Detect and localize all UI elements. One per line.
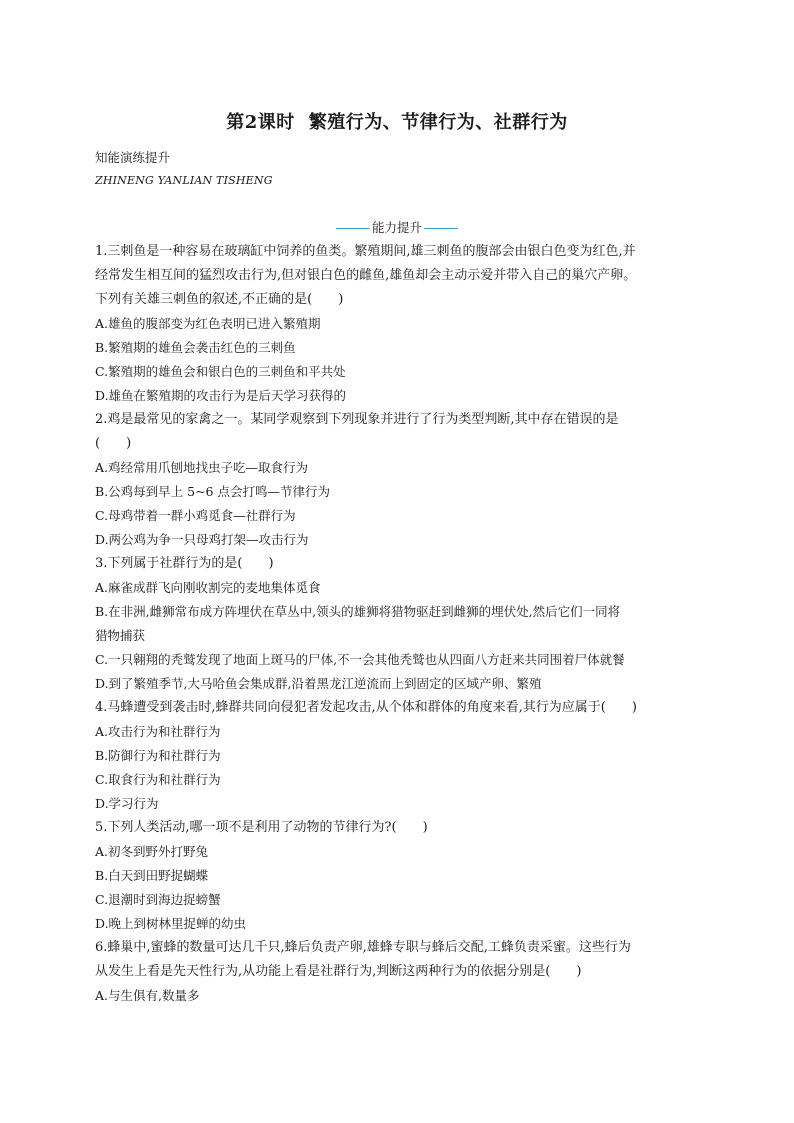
option-line: C.繁殖期的雄鱼会和银白色的三刺鱼和平共处	[95, 364, 346, 379]
text-line: 1.三刺鱼是一种容易在玻璃缸中饲养的鱼类。繁殖期间,雄三刺鱼的腹部会由银白色变为红色,并	[95, 244, 636, 259]
option-line: C.取食行为和社群行为	[95, 772, 221, 787]
text-line: 2.鸡是最常见的家禽之一。某同学观察到下列现象并进行了行为类型判断,其中存在错误的是	[95, 412, 619, 427]
text-line: ( )	[95, 436, 132, 451]
section-rule-left	[336, 228, 370, 229]
option-line: A.初冬到野外打野兔	[95, 844, 209, 859]
option-line: 猎物捕获	[95, 628, 146, 643]
option-line: B.公鸡每到早上 5~6 点会打鸣—节律行为	[95, 484, 330, 499]
option-line: D.到了繁殖季节,大马哈鱼会集成群,沿着黑龙江逆流而上到固定的区域产卵、繁殖	[95, 676, 542, 691]
option-line: A.鸡经常用爪刨地找虫子吃—取食行为	[95, 460, 309, 475]
subtitle-chinese: 知能演练提升	[95, 150, 171, 165]
option-line: C.一只翱翔的秃鹫发现了地面上斑马的尸体,不一会其他秃鹫也从四面八方赶来共同围着尸体就餐	[95, 652, 625, 667]
option-line: B.繁殖期的雄鱼会袭击红色的三刺鱼	[95, 340, 296, 355]
option-line: D.两公鸡为争一只母鸡打架—攻击行为	[95, 532, 309, 547]
section-heading	[0, 218, 794, 236]
page-title	[0, 108, 794, 134]
text-line: 从发生上看是先天性行为,从功能上看是社群行为,判断这两种行为的依据分别是( )	[95, 964, 582, 979]
text-line: 下列有关雄三刺鱼的叙述,不正确的是( )	[95, 292, 344, 307]
option-line: C.母鸡带着一群小鸡觅食—社群行为	[95, 508, 296, 523]
text-line: 经常发生相互间的猛烈攻击行为,但对银白色的雌鱼,雄鱼却会主动示爱并带入自己的巢穴产卵。	[95, 268, 637, 283]
text-line: 3.下列属于社群行为的是( )	[95, 556, 274, 571]
text-line: 5.下列人类活动,哪一项不是利用了动物的节律行为?( )	[95, 820, 428, 835]
subtitle-pinyin: ZHINENG YANLIAN TISHENG	[95, 174, 273, 187]
option-line: B.防御行为和社群行为	[95, 748, 221, 763]
section-rule-right	[424, 228, 458, 229]
section-label: 能力提升	[371, 220, 422, 235]
option-line: C.退潮时到海边捉螃蟹	[95, 892, 221, 907]
option-line: A.麻雀成群飞向刚收割完的麦地集体觅食	[95, 580, 321, 595]
option-line: D.学习行为	[95, 796, 159, 811]
lesson-topic: 繁殖行为、节律行为、社群行为	[308, 112, 568, 133]
option-line: A.与生俱有,数量多	[95, 988, 200, 1003]
option-line: D.雄鱼在繁殖期的攻击行为是后天学习获得的	[95, 388, 347, 403]
option-line: A.雄鱼的腹部变为红色表明已进入繁殖期	[95, 316, 321, 331]
lesson-number: 第2课时	[226, 112, 295, 133]
text-line: 4.马蜂遭受到袭击时,蜂群共同向侵犯者发起攻击,从个体和群体的角度来看,其行为应属于( )	[95, 700, 637, 715]
option-line: A.攻击行为和社群行为	[95, 724, 221, 739]
option-line: D.晚上到树林里捉蝉的幼虫	[95, 916, 247, 931]
option-line: B.白天到田野捉蝴蝶	[95, 868, 209, 883]
option-line: B.在非洲,雌狮常布成方阵埋伏在草丛中,领头的雄狮将猎物驱赶到雌狮的埋伏处,然后它们一同将	[95, 604, 621, 619]
question-list	[95, 240, 705, 1008]
text-line: 6.蜂巢中,蜜蜂的数量可达几千只,蜂后负责产卵,雄蜂专职与蜂后交配,工蜂负责采蜜。这些行为	[95, 940, 631, 955]
